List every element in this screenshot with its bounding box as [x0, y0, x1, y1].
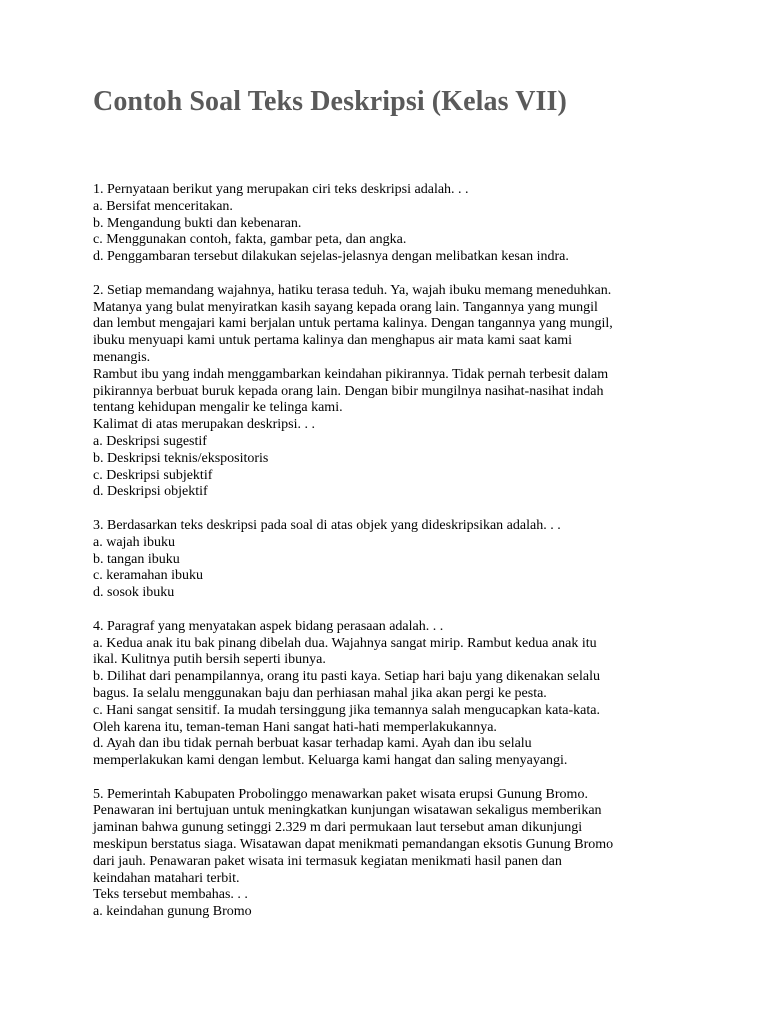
- text-line: a. Deskripsi sugestif: [93, 433, 207, 449]
- paragraph-gap: [93, 770, 693, 787]
- text-line: c. Menggunakan contoh, fakta, gambar peta, dan angka.: [93, 232, 407, 248]
- question-block: [93, 182, 693, 266]
- text-line: b. Mengandung bukti dan kebenaran.: [93, 215, 302, 231]
- question-block: [93, 619, 693, 770]
- text-line: a. Bersifat menceritakan.: [93, 198, 233, 214]
- text-line: dari jauh. Penawaran paket wisata ini termasuk kegiatan menikmati hasil panen dan: [93, 853, 562, 869]
- text-line: ikal. Kulitnya putih bersih seperti ibunya.: [93, 652, 326, 668]
- text-line: meskipun berstatus siaga. Wisatawan dapat menikmati pemandangan eksotis Gunung Bromo: [93, 837, 614, 853]
- text-line: b. tangan ibuku: [93, 551, 180, 567]
- text-line: d. Deskripsi objektif: [93, 484, 208, 500]
- text-line: c. Deskripsi subjektif: [93, 467, 213, 483]
- text-line: pikirannya berbuat buruk kepada orang lain. Dengan bibir mungilnya nasihat-nasihat indah: [93, 383, 604, 399]
- text-line: d. Penggambaran tersebut dilakukan sejelas-jelasnya dengan melibatkan kesan indra.: [93, 249, 569, 265]
- document-body: [93, 182, 693, 921]
- text-line: 2. Setiap memandang wajahnya, hatiku terasa teduh. Ya, wajah ibuku memang meneduhkan.: [93, 282, 612, 298]
- text-line: b. Dilihat dari penampilannya, orang itu pasti kaya. Setiap hari baju yang dikenakan selalu: [93, 669, 600, 685]
- text-line: b. Deskripsi teknis/ekspositoris: [93, 450, 269, 466]
- text-line: a. keindahan gunung Bromo: [93, 904, 252, 920]
- text-line: a. Kedua anak itu bak pinang dibelah dua. Wajahnya sangat mirip. Rambut kedua anak itu: [93, 635, 597, 651]
- text-line: Penawaran ini bertujuan untuk meningkatkan kunjungan wisatawan sekaligus memberikan: [93, 803, 602, 819]
- text-line: ibuku menyuapi kami untuk pertama kalinya dan menghapus air mata kami saat kami: [93, 333, 572, 349]
- paragraph-gap: [93, 602, 693, 619]
- document-title: Contoh Soal Teks Deskripsi (Kelas VII): [93, 86, 567, 117]
- paragraph-gap: [93, 501, 693, 518]
- text-line: a. wajah ibuku: [93, 534, 176, 550]
- text-line: memperlakukan kami dengan lembut. Keluarga kami hangat dan saling menyayangi.: [93, 753, 568, 769]
- text-line: c. keramahan ibuku: [93, 568, 204, 584]
- text-line: d. Ayah dan ibu tidak pernah berbuat kasar terhadap kami. Ayah dan ibu selalu: [93, 736, 532, 752]
- text-line: d. sosok ibuku: [93, 585, 175, 601]
- text-line: Rambut ibu yang indah menggambarkan keindahan pikirannya. Tidak pernah terbesit dalam: [93, 366, 609, 382]
- text-line: tentang kehidupan mengalir ke telinga kami.: [93, 400, 343, 416]
- text-line: jaminan bahwa gunung setinggi 2.329 m dari permukaan laut tersebut aman dikunjungi: [93, 820, 583, 836]
- text-line: c. Hani sangat sensitif. Ia mudah tersinggung jika temannya salah mengucapkan kata-kata.: [93, 702, 600, 718]
- text-line: Oleh karena itu, teman-teman Hani sangat hati-hati memperlakukannya.: [93, 719, 497, 735]
- text-line: keindahan matahari terbit.: [93, 870, 240, 886]
- text-line: Matanya yang bulat menyiratkan kasih sayang kepada orang lain. Tangannya yang mungil: [93, 299, 598, 315]
- text-line: dan lembut mengajari kami berjalan untuk pertama kalinya. Dengan tangannya yang mungil,: [93, 316, 613, 332]
- text-line: Teks tersebut membahas. . .: [93, 887, 248, 903]
- text-line: menangis.: [93, 349, 151, 365]
- text-line: 4. Paragraf yang menyatakan aspek bidang perasaan adalah. . .: [93, 618, 444, 634]
- paragraph-gap: [93, 266, 693, 283]
- text-line: 1. Pernyataan berikut yang merupakan ciri teks deskripsi adalah. . .: [93, 182, 469, 197]
- text-line: 5. Pemerintah Kabupaten Probolinggo menawarkan paket wisata erupsi Gunung Bromo.: [93, 786, 588, 802]
- text-line: Kalimat di atas merupakan deskripsi. . .: [93, 417, 315, 433]
- question-block: [93, 518, 693, 602]
- question-block: [93, 283, 693, 501]
- question-block: [93, 787, 693, 921]
- text-line: 3. Berdasarkan teks deskripsi pada soal di atas objek yang dideskripsikan adalah. . .: [93, 517, 561, 533]
- text-line: bagus. Ia selalu menggunakan baju dan perhiasan mahal jika akan pergi ke pesta.: [93, 685, 547, 701]
